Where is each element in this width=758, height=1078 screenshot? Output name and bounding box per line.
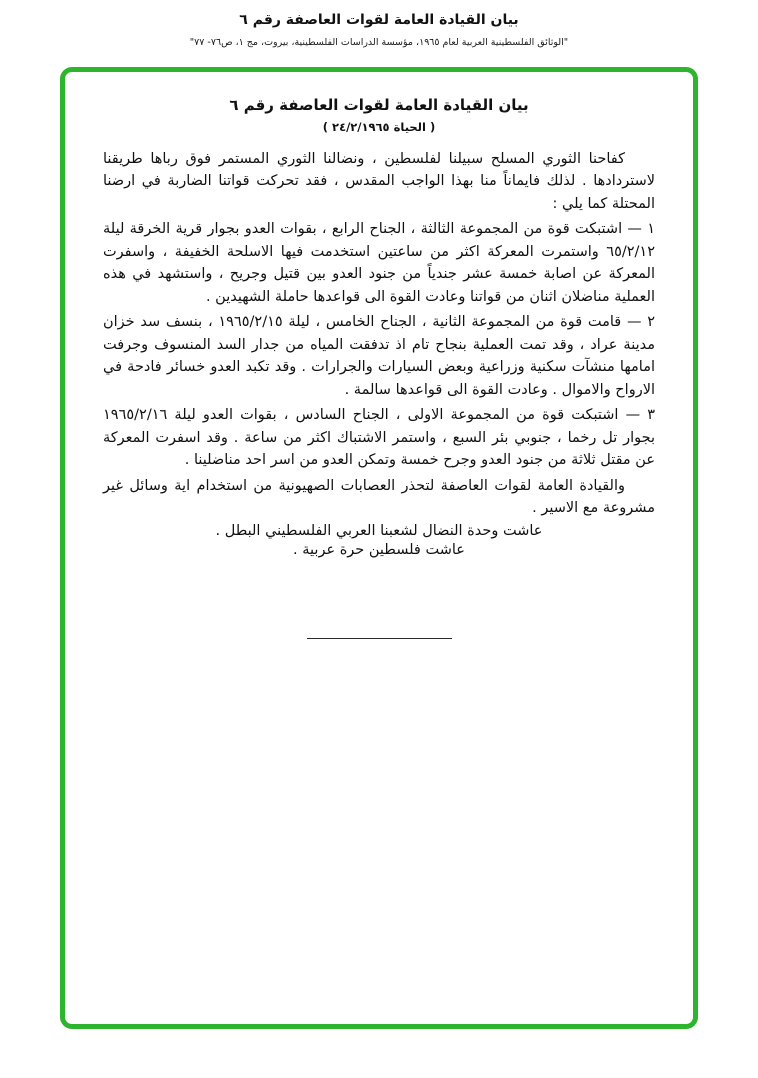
statement-title: بيان القيادة العامة لقوات العاصفة رقم ٦ [229,96,529,114]
intro-paragraph: كفاحنا الثوري المسلح سبيلنا لفلسطين ، ونضالنا الثوري المستمر فوق رباها طريقنا لاستردادها . لذلك فايماناً منا بهذا الواجب المقدس ، فقد تحركت قواتنا الضاربة في ارضنا المحتلة كما يلي : [103,151,655,212]
operation-item-1: ١ — اشتبكت قوة من المجموعة الثالثة ، الجناح الرابع ، بقوات العدو بجوار قرية الخرقة ليلة ٦٥/٢/١٢ واستمرت المعركة اكثر من ساعتين استخدمت فيها الاسلحة الخفيفة ، واسفرت المعركة عن اصابة خمسة عشر جندياً من جنود العدو بين قتيل وجريح ، واستشهد في هذه العملية مناضلان اثنان من قواتنا وعادت القوة الى قواعدها حاملة الشهيدين . [103,221,655,305]
header-citation: "الوثائق الفلسطينية العربية لعام ١٩٦٥، مؤسسة الدراسات الفلسطينية، بيروت، مج ١، ص٧٦- ٧٧" [189,37,569,48]
end-divider-line [307,638,452,639]
warning-paragraph: والقيادة العامة لقوات العاصفة لتحذر العصابات الصهيونية من استخدام اية وسائل غير مشروعة مع الاسير . [103,477,655,517]
document-header [0,0,758,48]
document-frame [60,67,698,1029]
slogan-line-1: عاشت وحدة النضال لشعبنا العربي الفلسطيني البطل . [215,522,543,539]
slogan-line-2: عاشت فلسطين حرة عربية . [293,541,465,558]
header-title: بيان القيادة العامة لقوات العاصفة رقم ٦ [239,12,519,28]
statement-source-date: ( الحياة ٢٤/٢/١٩٦٥ ) [322,120,436,134]
operation-item-3: ٣ — اشتبكت قوة من المجموعة الاولى ، الجناح السادس ، بقوات العدو ليلة ١٩٦٥/٢/١٦ بجوار تل رخما ، جنوبي بئر السبع ، واستمر الاشتباك اكثر من ساعة . وقد اسفرت المعركة عن مقتل ثلاثة من جنود العدو وجرح خمسة وتمكن العدو من اسر احد مناضلينا . [103,407,655,469]
operation-item-2: ٢ — قامت قوة من المجموعة الثانية ، الجناح الخامس ، ليلة ١٩٦٥/٢/١٥ ، بنسف سد خزان مدينة عراد ، وقد تمت العملية بنجاح تام اذ تدفقت المياه من جدار السد المنسوف وجرفت امامها منشآت سكنية وزراعية وبعض السيارات والجرارات . وقد تكبد العدو خسائر فادحة في الارواح والاموال . وعادت القوة الى قواعدها سالمة . [103,314,655,398]
